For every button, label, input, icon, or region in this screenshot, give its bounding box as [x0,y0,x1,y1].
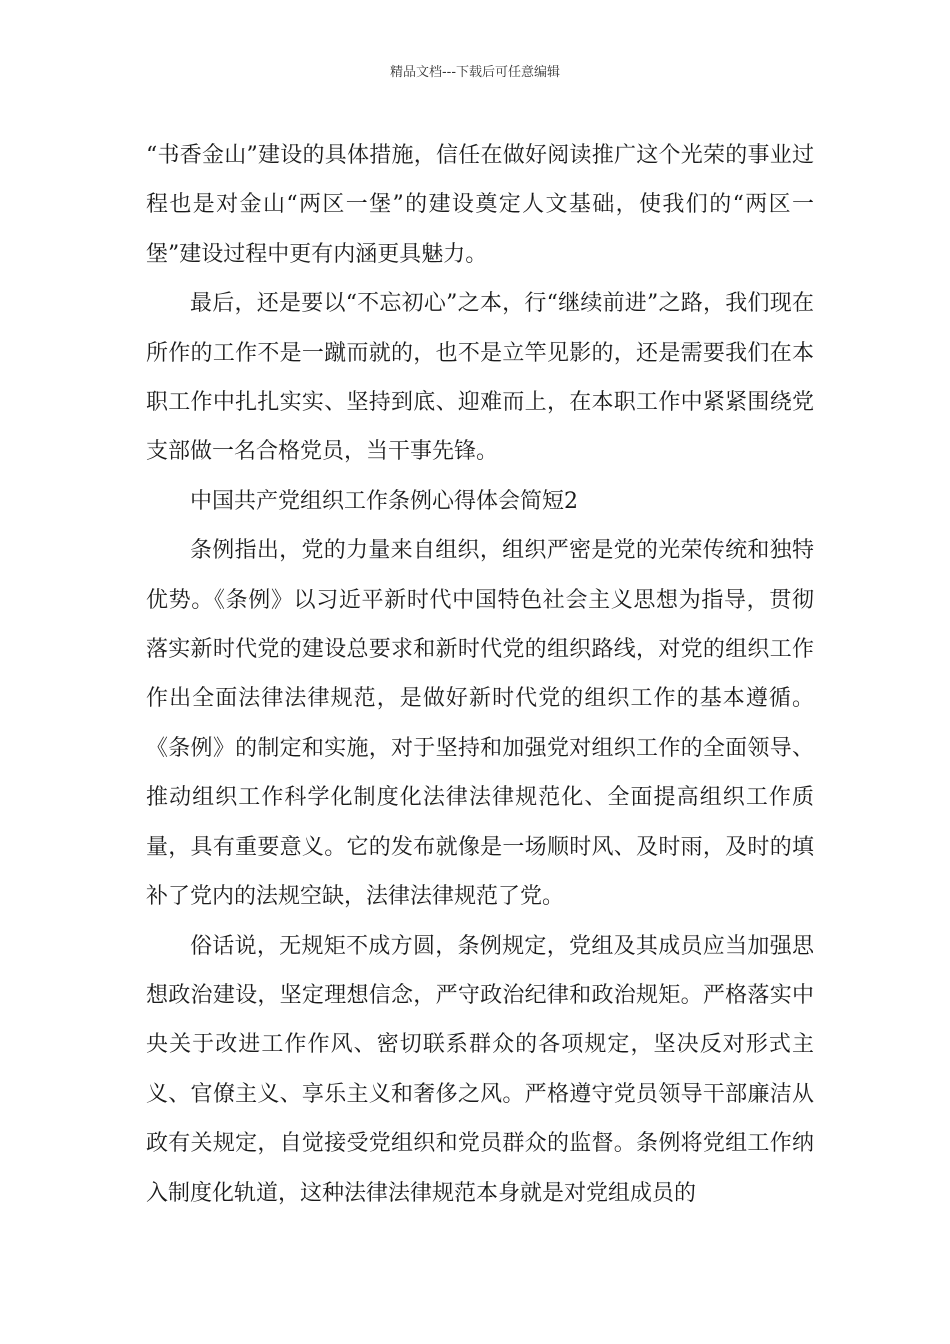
document-body [146,131,814,1218]
paragraph-3: 条例指出，党的力量来自组织，组织严密是党的光荣传统和独特优势。《条例》以习近平新时代中国特色社会主义思想为指导，贯彻落实新时代党的建设总要求和新时代党的组织路线，对党的组织工作作出全面法律法律规范，是做好新时代党的组织工作的基本遵循。《条例》的制定和实施，对于坚持和加强党对组织工作的全面领导、推动组织工作科学化制度化法律法律规范化、全面提高组织工作质量，具有重要意义。它的发布就像是一场顺时风、及时雨，及时的填补了党内的法规空缺，法律法律规范了党。 [146,538,814,910]
paragraph-2: 最后，还是要以“不忘初心”之本，行“继续前进”之路，我们现在所作的工作不是一蹴而就的，也不是立竿见影的，还是需要我们在本职工作中扎扎实实、坚持到底、迎难而上，在本职工作中紧紧围绕党支部做一名合格党员，当干事先锋。 [146,291,814,465]
section-heading: 中国共产党组织工作条例心得体会简短2 [190,488,578,514]
paragraph-1: “书香金山”建设的具体措施，信任在做好阅读推广这个光荣的事业过程也是对金山“两区一堡”的建设奠定人文基础，使我们的“两区一堡”建设过程中更有内涵更具魅力。 [146,143,814,267]
page-header: 精品文档---下载后可任意编辑 [389,65,561,80]
paragraph-4: 俗话说，无规矩不成方圆，条例规定，党组及其成员应当加强思想政治建设，坚定理想信念，严守政治纪律和政治规矩。严格落实中央关于改进工作作风、密切联系群众的各项规定，坚决反对形式主义、官僚主义、享乐主义和奢侈之风。严格遵守党员领导干部廉洁从政有关规定，自觉接受党组织和党员群众的监督。条例将党组工作纳入制度化轨道，这种法律法律规范本身就是对党组成员的 [146,933,814,1206]
